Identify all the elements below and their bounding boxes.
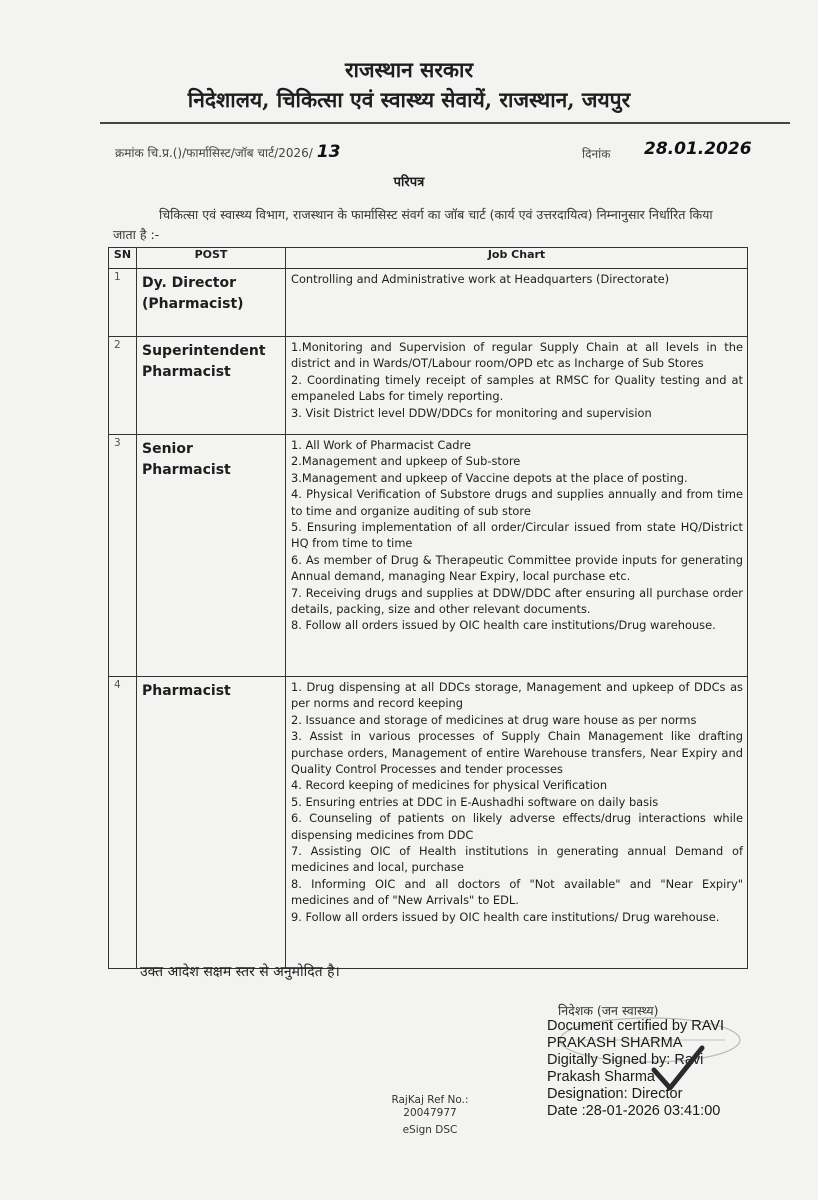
cert-line: PRAKASH SHARMA <box>547 1035 683 1051</box>
row-post: Senior Pharmacist <box>137 435 286 677</box>
duty-item: Controlling and Administrative work at Headquarters (Directorate) <box>291 272 670 286</box>
ref-value: 20047977 <box>403 1107 457 1119</box>
signing-office: निदेशक (जन स्वास्थ्य) <box>558 1003 659 1018</box>
duty-item: 4. Physical Verification of Substore drugs and supplies annually and from time to time and organize auditing of sub store <box>291 487 743 518</box>
row-post: Pharmacist <box>137 677 286 969</box>
header-divider <box>100 122 790 124</box>
duty-item: 5. Ensuring implementation of all order/Circular issued from state HQ/District HQ from time to time <box>291 520 743 551</box>
duty-item: 8. Informing OIC and all doctors of "Not available" and "Near Expiry" medicines and of "New Arrivals" to EDL. <box>291 876 743 908</box>
cert-line: Date :28-01-2026 03:41:00 <box>547 1103 721 1119</box>
signature-valid-check-icon <box>650 1044 706 1102</box>
government-title: राजस्थान सरकार <box>344 57 474 82</box>
intro-paragraph: चिकित्सा एवं स्वास्थ्य विभाग, राजस्थान के फार्मासिस्ट संवर्ग का जॉब चार्ट (कार्य एवं उत्तरदायित्व) निम्नानुसार निर्धारित किया जाता है :- <box>113 207 713 242</box>
duty-item: 9. Follow all orders issued by OIC health care institutions/ Drug warehouse. <box>291 909 720 924</box>
order-number-value: 13 <box>316 142 341 162</box>
row-sn: 4 <box>109 677 137 969</box>
approval-statement: उक्त आदेश सक्षम स्तर से अनुमोदित है। <box>140 964 340 980</box>
rajkaj-reference <box>350 1094 510 1120</box>
duty-item: 8. Follow all orders issued by OIC health care institutions/Drug warehouse. <box>291 618 716 633</box>
duty-item: 2. Issuance and storage of medicines at drug ware house as per norms <box>291 712 697 727</box>
duty-item: 5. Ensuring entries at DDC in E-Aushadhi software on daily basis <box>291 794 659 809</box>
duty-item: 1.Monitoring and Supervision of regular Supply Chain at all levels in the district and in Wards/OT/Labour room/OPD etc as Incharge of Sub Stores <box>291 340 743 371</box>
order-number-prefix: क्रमांक चि.प्र.()/फार्मासिस्ट/जॉब चार्ट/2026/ <box>115 146 313 160</box>
duty-item: 7. Assisting OIC of Health institutions in generating annual Demand of medicines and local, purchase <box>291 844 743 875</box>
table-header-row <box>109 248 748 269</box>
ref-label: RajKaj Ref No.: <box>391 1094 469 1106</box>
header-post: POST <box>137 248 286 269</box>
duty-item: 6. As member of Drug & Therapeutic Committee provide inputs for generating Annual demand, managing Near Expiry, local purchase etc. <box>291 552 743 584</box>
row-sn: 2 <box>109 337 137 435</box>
cert-line: Document certified by RAVI <box>547 1018 725 1034</box>
duty-item: 1. All Work of Pharmacist Cadre <box>291 438 471 452</box>
row-duties <box>286 337 748 435</box>
duty-item: 3. Visit District level DDW/DDCs for monitoring and supervision <box>291 405 652 420</box>
row-post: Dy. Director (Pharmacist) <box>137 269 286 337</box>
duty-item: 3. Assist in various processes of Supply Chain Management like drafting purchase orders, Management of entire Warehouse transfers, Near Expiry and Quality Control Processes and tender processes <box>291 729 743 777</box>
order-number <box>115 142 341 162</box>
row-duties <box>286 269 748 337</box>
row-sn: 3 <box>109 435 137 677</box>
circular-title: परिपत्र <box>393 175 425 190</box>
duty-item: 6. Counseling of patients on likely adverse effects/drug interactions while dispensing medicines from DDC <box>291 811 743 842</box>
esign-label: eSign DSC <box>402 1124 458 1136</box>
row-post: Superintendent Pharmacist <box>137 337 286 435</box>
table-row <box>109 677 748 969</box>
duty-item: 2. Coordinating timely receipt of samples at RMSC for Quality testing and at empaneled Labs for timely reporting. <box>291 372 743 404</box>
duty-item: 4. Record keeping of medicines for physical Verification <box>291 778 608 793</box>
table-row <box>109 435 748 677</box>
row-duties <box>286 677 748 969</box>
duty-item: 3.Management and upkeep of Vaccine depots at the place of posting. <box>291 470 688 485</box>
date-value: 28.01.2026 <box>644 139 752 159</box>
header-job-chart: Job Chart <box>286 248 748 269</box>
cert-line: Prakash Sharma <box>547 1069 655 1085</box>
row-sn: 1 <box>109 269 137 337</box>
table-row <box>109 269 748 337</box>
header-sn: SN <box>109 248 137 269</box>
duty-item: 7. Receiving drugs and supplies at DDW/DDC after ensuring all purchase order details, packing, size and other relevant documents. <box>291 585 743 617</box>
row-duties <box>286 435 748 677</box>
cert-line: Digitally Signed by: Ravi <box>547 1052 704 1068</box>
duty-item: 1. Drug dispensing at all DDCs storage, Management and upkeep of DDCs as per norms and record keeping <box>291 680 743 711</box>
directorate-title: निदेशालय, चिकित्सा एवं स्वास्थ्य सेवायें, राजस्थान, जयपुर <box>187 87 631 112</box>
table-row <box>109 337 748 435</box>
duty-item: 2.Management and upkeep of Sub-store <box>291 454 521 469</box>
job-chart-table <box>108 247 748 969</box>
date-label: दिनांक <box>582 147 611 161</box>
cert-line: Designation: Director <box>547 1086 683 1102</box>
